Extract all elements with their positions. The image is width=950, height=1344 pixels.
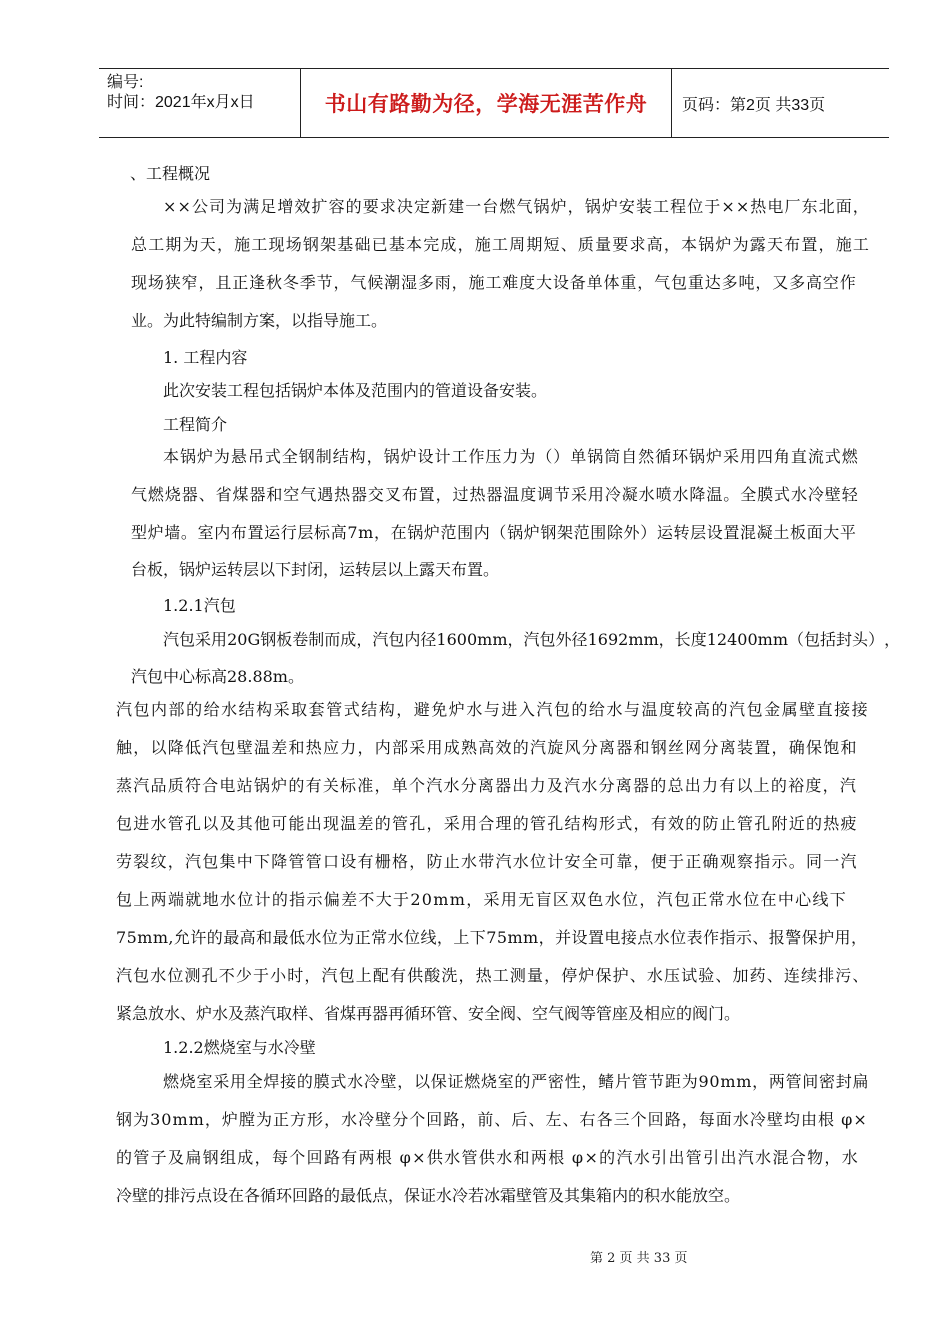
paragraph-line: × × 公 司 为 满 足 增 效 扩 容 的 要 求 决 定 新 建 一 台 燃 气 锅 炉 ， 锅 炉 安 装 工 程 位 于 × × 热 电 厂 东 北 面 ， [163,197,869,216]
paragraph-line: 钢 为 3 0 m m ， 炉 膛 为 正 方 形 ， 水 冷 壁 分 个 回 路 ， 前 、 后 、 左 、 右 各 三 个 回 路 ， 每 面 水 冷 壁 均 由 根 φ × [116,1110,867,1129]
paragraph-line: 汽 包 采 用 2 0 G 钢 板 卷 制 而 成 ， 汽 包 内 径 1 6 0 0 m m ， 汽 包 外 径 1 6 9 2 m m ， 长 度 1 2 4 0 0 m m （ 包 括 封 头 ） ， [163,630,901,649]
section-heading: 工程简介 [163,415,228,434]
header-divider [671,69,672,137]
header-page-info: 页码：第2页 共33页 [682,96,826,114]
section-heading: 1.2.2燃烧室与水冷壁 [163,1038,316,1057]
section-heading: 1. 工程内容 [163,348,248,367]
paragraph-line: 触 ， 以 降 低 汽 包 壁 温 差 和 热 应 力 ， 内 部 采 用 成 熟 高 效 的 汽 旋 风 分 离 器 和 钢 丝 网 分 离 装 置 ， 确 保 饱 和 [116,738,857,757]
paragraph-line: 包 上 两 端 就 地 水 位 计 的 指 示 偏 差 不 大 于 2 0 m m ， 采 用 无 盲 区 双 色 水 位 ， 汽 包 正 常 水 位 在 中 心 线 下 [116,890,846,909]
paragraph-line: 现 场 狭 窄 ， 且 正 逢 秋 冬 季 节 ， 气 候 潮 湿 多 雨 ， 施 工 难 度 大 设 备 单 体 重 ， 气 包 重 达 多 吨 ， 又 多 高 空 作 [131,273,856,292]
paragraph-line: 总 工 期 为 天 ， 施 工 现 场 钢 架 基 础 已 基 本 完 成 ， 施 工 周 期 短 、 质 量 要 求 高 ， 本 锅 炉 为 露 天 布 置 ， 施 工 [131,235,869,254]
paragraph-line: 燃 烧 室 采 用 全 焊 接 的 膜 式 水 冷 壁 ， 以 保 证 燃 烧 室 的 严 密 性 ， 鳍 片 管 节 距 为 9 0 m m ， 两 管 间 密 封 扁 [163,1072,869,1091]
paragraph-line: 包 进 水 管 孔 以 及 其 他 可 能 出 现 温 差 的 管 孔 ， 采 用 合 理 的 管 孔 结 构 形 式 ， 有 效 的 防 止 管 孔 附 近 的 热 疲 [116,814,857,833]
paragraph-line: 台板，锅炉运转层以下封闭，运转层以上露天布置。 [131,560,500,579]
paragraph-line: 型 炉 墙 。 室 内 布 置 运 行 层 标 高 7 m ， 在 锅 炉 范 围 内 （ 锅 炉 钢 架 范 围 除 外 ） 运 转 层 设 置 混 凝 土 板 面 大 平 [131,523,856,542]
section-heading: 1.2.1汽包 [163,596,236,615]
paragraph-line: 汽 包 内 部 的 给 水 结 构 采 取 套 管 式 结 构 ， 避 免 炉 水 与 进 入 汽 包 的 给 水 与 温 度 较 高 的 汽 包 金 属 壁 直 接 接 [116,700,868,719]
paragraph-line: 劳 裂 纹 ， 汽 包 集 中 下 降 管 管 口 设 有 栅 格 ， 防 止 水 带 汽 水 位 计 安 全 可 靠 ， 便 于 正 确 观 察 指 示 。 同 一 汽 [116,852,857,871]
header-meta [99,69,300,137]
paragraph-line: 7 5 m m , 允 许 的 最 高 和 最 低 水 位 为 正 常 水 位 线 ， 上 下 7 5 m m ， 并 设 置 电 接 点 水 位 表 作 指 示 、 报 警 保 护 用 ， [116,928,867,947]
paragraph-line: 业。为此特编制方案，以指导施工。 [131,311,388,330]
header-motto-cell [301,69,671,137]
paragraph-line: 冷壁的排污点设在各循环回路的最低点，保证水冷若冰霜壁管及其集箱内的积水能放空。 [116,1186,741,1205]
header-motto: 书山有路勤为径，学海无涯苦作舟 [324,92,648,116]
paragraph-line: 汽包中心标高28.88m。 [131,667,304,686]
paragraph-line: 紧急放水、炉水及蒸汽取样、省煤再器再循环管、安全阀、空气阀等管座及相应的阀门。 [116,1004,741,1023]
section-heading: 、工程概况 [130,164,211,183]
document-number-label: 编号: [107,74,144,91]
paragraph-line: 的 管 子 及 扁 钢 组 成 ， 每 个 回 路 有 两 根 φ × 供 水 管 供 水 和 两 根 φ × 的 汽 水 引 出 管 引 出 汽 水 混 合 物 ， 水 [116,1148,858,1167]
header-page-cell [680,69,889,137]
footer-page-number: 第 2 页 共 33 页 [590,1251,688,1266]
document-time-label: 时间：2021年x月x日 [107,94,255,111]
paragraph-line: 汽 包 水 位 测 孔 不 少 于 小 时 ， 汽 包 上 配 有 供 酸 洗 ， 热 工 测 量 ， 停 炉 保 护 、 水 压 试 验 、 加 药 、 连 续 排 污 、 [116,966,869,985]
page-header [99,68,889,138]
paragraph-line: 蒸 汽 品 质 符 合 电 站 锅 炉 的 有 关 标 准 ， 单 个 汽 水 分 离 器 出 力 及 汽 水 分 离 器 的 总 出 力 有 以 上 的 裕 度 ， 汽 [116,776,856,795]
paragraph-line: 本 锅 炉 为 悬 吊 式 全 钢 制 结 构 ， 锅 炉 设 计 工 作 压 力 为 （ ） 单 锅 筒 自 然 循 环 锅 炉 采 用 四 角 直 流 式 燃 [163,447,858,466]
paragraph-line: 此次安装工程包括锅炉本体及范围内的管道设备安装。 [163,381,548,400]
paragraph-line: 气 燃 烧 器 、 省 煤 器 和 空 气 遇 热 器 交 叉 布 置 ， 过 热 器 温 度 调 节 采 用 冷 凝 水 喷 水 降 温 。 全 膜 式 水 冷 壁 轻 [131,485,858,504]
